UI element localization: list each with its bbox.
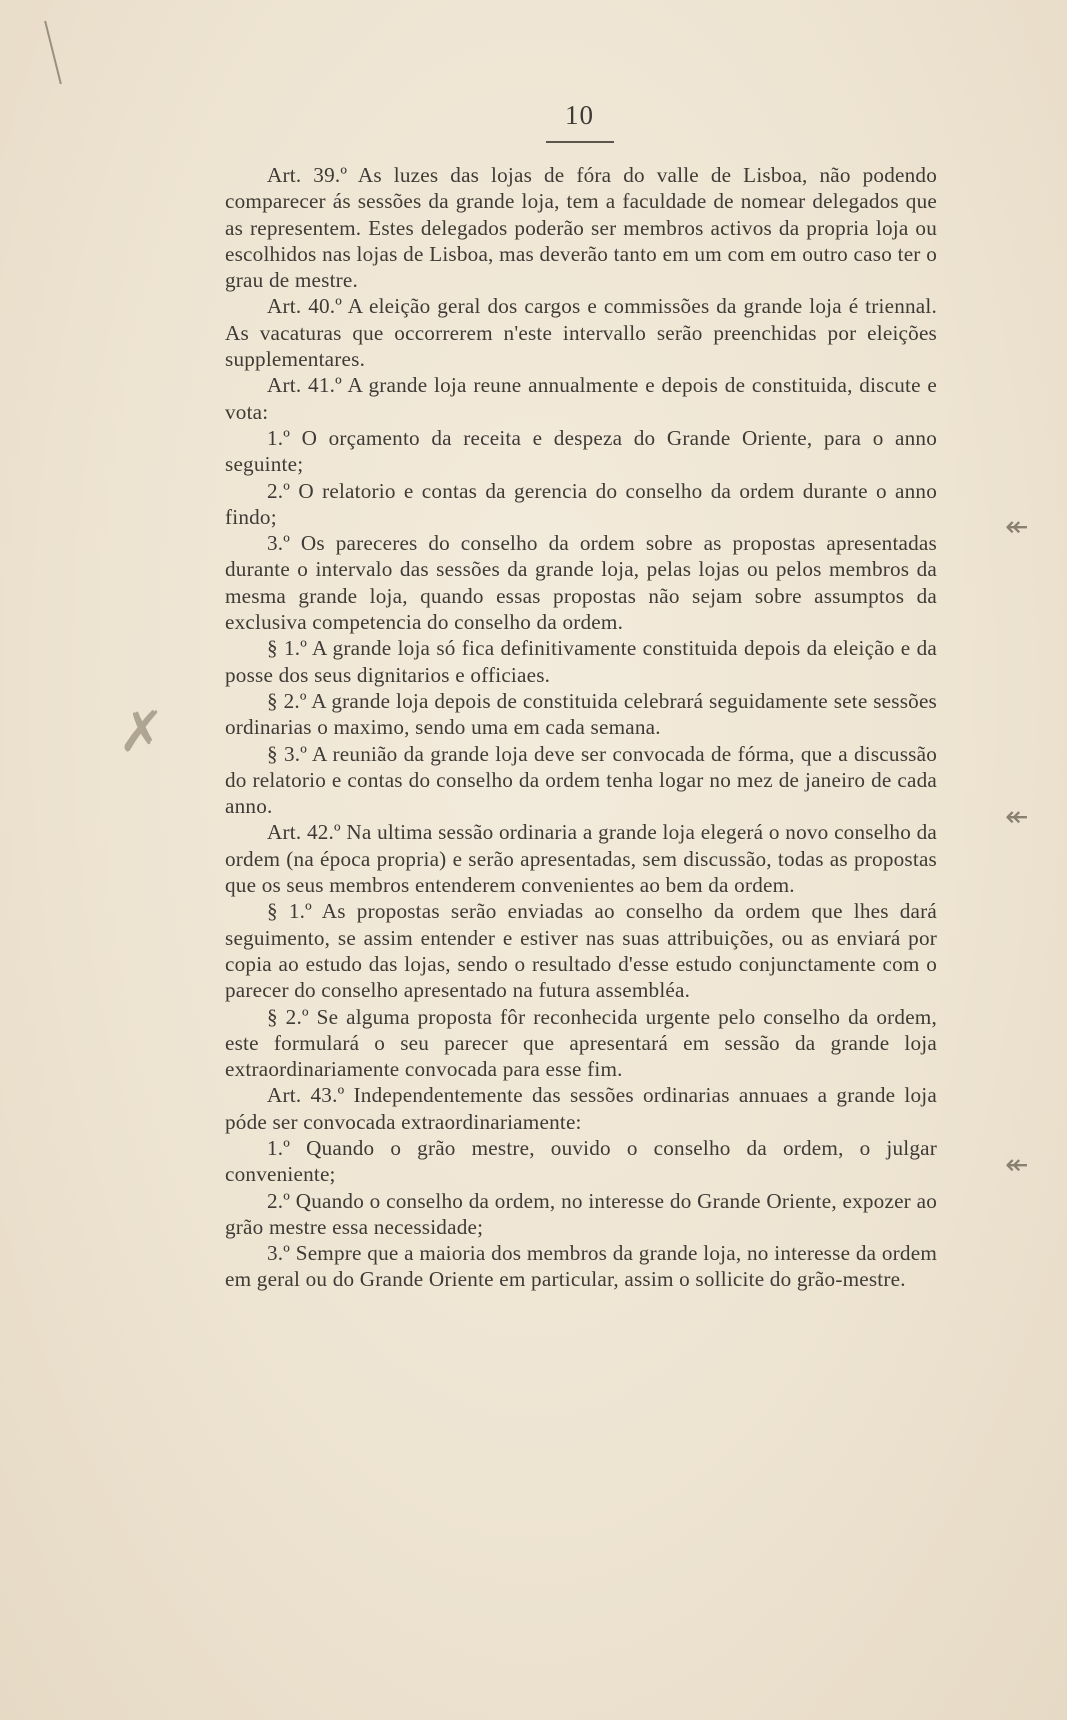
paragraph-art-41-section-2: § 2.º A grande loja depois de constituida celebrará seguidamente sete sessões ordinarias o maximo, sendo uma em cada semana. bbox=[225, 688, 937, 740]
paragraph-art-39: Art. 39.º As luzes das lojas de fóra do valle de Lisboa, não podendo comparecer ás sessões da grande loja, tem a faculdade de nomear delegados que as representem. Estes delegados poderão ser membros activos da propria loja ou escolhidos nas lojas de Lisboa, mas deverão tanto em um com em outro caso ter o grau de mestre. bbox=[225, 163, 937, 293]
paragraph-art-40: Art. 40.º A eleição geral dos cargos e commissões da grande loja é triennal. As vacaturas que occorrerem n'este intervallo serão preenchidas por eleições supplementares. bbox=[225, 294, 937, 372]
pencil-stroke-mark bbox=[44, 21, 62, 85]
page-number-rule bbox=[546, 141, 614, 143]
page-number: 10 bbox=[565, 100, 594, 130]
margin-cross-mark: ✗ bbox=[118, 700, 165, 765]
paragraph-art-41-section-1: § 1.º A grande loja só fica definitivamente constituida depois da eleição e da posse dos seus dignitarios e officiaes. bbox=[225, 636, 937, 687]
paragraph-art-41-item-2: 2.º O relatorio e contas da gerencia do conselho da ordem durante o anno findo; bbox=[225, 478, 937, 529]
body-text bbox=[225, 162, 937, 1293]
paragraph-art-42-section-1: § 1.º As propostas serão enviadas ao conselho da ordem que lhes dará seguimento, se assim entender e estiver nas suas attribuições, ou as enviará por copia ao estudo das lojas, sendo o resultado d'esse estudo conjunctamente com o parecer do conselho apresentado na futura assembléa. bbox=[225, 899, 937, 1003]
paragraph-art-43-item-1: 1.º Quando o grão mestre, ouvido o conselho da ordem, o julgar conveniente; bbox=[225, 1135, 937, 1187]
paragraph-art-41-item-3: 3.º Os pareceres do conselho da ordem sobre as propostas apresentadas durante o intervalo das sessões da grande loja, pelas lojas ou pelos membros da mesma grande loja, quando essas propostas não sejam sobre assumptos da exclusiva competencia do conselho da ordem. bbox=[225, 531, 937, 635]
paragraph-art-42-section-2: § 2.º Se alguma proposta fôr reconhecida urgente pelo conselho da ordem, este formulará o seu parecer que apresentará em sessão da grande loja extraordinariamente convocada para esse fim. bbox=[225, 1004, 937, 1082]
margin-arrow-mark-2: ↞ bbox=[1005, 800, 1029, 833]
paragraph-art-41-section-3: § 3.º A reunião da grande loja deve ser convocada de fórma, que a discussão do relatorio e contas do conselho da ordem tenha logar no mez de janeiro de cada anno. bbox=[225, 741, 937, 819]
margin-arrow-mark-1: ↞ bbox=[1005, 510, 1029, 543]
paragraph-art-42: Art. 42.º Na ultima sessão ordinaria a grande loja elegerá o novo conselho da ordem (na época propria) e serão apresentadas, sem discussão, todas as propostas que os seus membros entenderem convenientes ao bem da ordem. bbox=[225, 820, 937, 898]
paragraph-art-41: Art. 41.º A grande loja reune annualmente e depois de constituida, discute e vota: bbox=[225, 373, 937, 424]
paragraph-art-41-item-1: 1.º O orçamento da receita e despeza do Grande Oriente, para o anno seguinte; bbox=[225, 425, 937, 477]
paragraph-art-43: Art. 43.º Independentemente das sessões ordinarias annuaes a grande loja póde ser convocada extraordinariamente: bbox=[225, 1083, 937, 1134]
paragraph-art-43-item-3: 3.º Sempre que a maioria dos membros da grande loja, no interesse da ordem em geral ou do Grande Oriente em particular, assim o sollicite do grão-mestre. bbox=[225, 1241, 937, 1292]
paragraph-art-43-item-2: 2.º Quando o conselho da ordem, no interesse do Grande Oriente, expozer ao grão mestre essa necessidade; bbox=[225, 1188, 937, 1239]
margin-arrow-mark-3: ↞ bbox=[1005, 1148, 1029, 1181]
